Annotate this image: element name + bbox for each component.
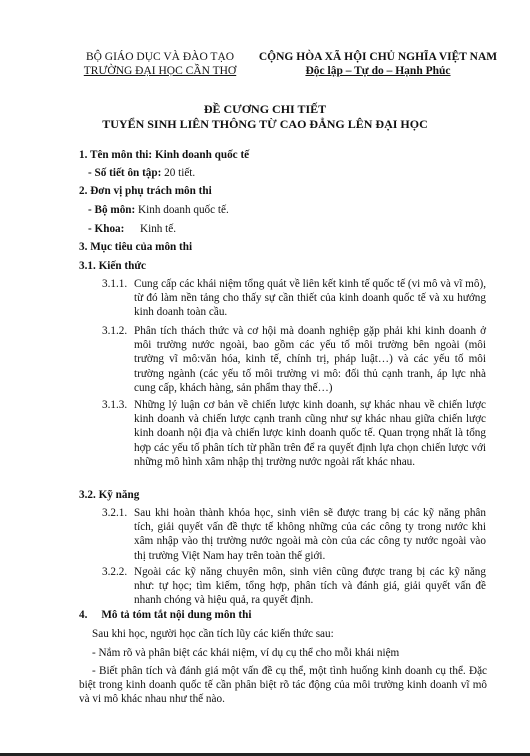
header-right [248, 50, 508, 78]
section3-2-heading: 3.2. Kỹ năng [79, 489, 140, 501]
section3-1-heading: 3.1. Kiến thức [79, 260, 146, 272]
item-3-1-2-number: 3.1.2. [102, 325, 128, 337]
item-3-1-2-text: Phân tích thách thức và cơ hội mà doanh nghiệp gặp phải khi kinh doanh ở môi trường nước ngoài, bao gồm các yếu tố môi trường bên ngoài (môi trường vĩ mô:văn hóa, kinh tế, chính trị, pháp luật…) và các yếu tố môi trường ngành (các yếu tố môi trường vi mô: đối thủ cạnh tranh, áp lực nhà cung cấp, khách hàng, sản phẩm thay thế…) [134, 325, 486, 394]
dept-line: - Bộ môn: Kinh doanh quốc tế. [88, 204, 229, 216]
republic-name: CỘNG HÒA XÃ HỘI CHỦ NGHĨA VIỆT NAM [258, 51, 498, 63]
doc-title-line1: ĐỀ CƯƠNG CHI TIẾT [203, 102, 327, 116]
item-3-1-1-number: 3.1.1. [102, 278, 128, 290]
ministry-name: BỘ GIÁO DỤC VÀ ĐÀO TẠO [85, 51, 235, 63]
university-name: TRƯỜNG ĐẠI HỌC CẦN THƠ [83, 65, 237, 77]
item-3-2-2-text: Ngoài các kỹ năng chuyên môn, sinh viên cũng được trang bị các kỹ năng như: tự học; tìm kiếm, tổng hợp, phân tích và đánh giá, giải quyết vấn đề nhanh chóng và hiệu quả, ra quyết định. [134, 566, 486, 607]
section4-heading: 4. Mô tả tóm tắt nội dung môn thi [79, 609, 252, 621]
section3-heading: 3. Mục tiêu của môn thi [79, 241, 193, 253]
section4-intro: Sau khi học, người học cần tích lũy các kiến thức sau: [92, 628, 334, 640]
item-3-2-2-number: 3.2.2. [102, 566, 128, 578]
section2-heading: 2. Đơn vị phụ trách môn thi [79, 185, 212, 197]
section4-bullet1: - Nắm rõ và phân biệt các khái niệm, ví dụ cụ thể cho mỗi khái niệm [92, 647, 400, 659]
item-3-2-1-text: Sau khi hoàn thành khóa học, sinh viên sẽ được trang bị các kỹ năng phân tích, giải quyết vấn đề thực tế không những của các công ty trong nước khi xâm nhập vào thị trường nước ngoài mà còn của các công ty nước ngoài vào thị trường Việt Nam hay trên toàn thế giới. [134, 507, 486, 562]
header-left [72, 50, 248, 78]
item-3-1-1-text: Cung cấp các khái niệm tổng quát về liên kết kinh tế quốc tế (vi mô và vĩ mô), từ đó làm nền tảng cho thấy sự cần thiết của kinh doanh quốc tế và xu hướng kinh doanh toàn cầu. [134, 278, 486, 319]
item-3-1-3-number: 3.1.3. [102, 399, 128, 411]
section1-heading: 1. Tên môn thi: Kinh doanh quốc tế [79, 149, 250, 161]
national-motto: Độc lập – Tự do – Hạnh Phúc [305, 65, 451, 77]
doc-title-line2: TUYỂN SINH LIÊN THÔNG TỪ CAO ĐẲNG LÊN ĐẠI HỌC [102, 117, 428, 131]
hours-line: - Số tiết ôn tập: 20 tiết. [88, 167, 196, 179]
item-3-1-3-text: Những lý luận cơ bản về chiến lược kinh doanh, sự khác nhau về chiến lược kinh doanh và chiến lược cạnh tranh cũng như sự khác nhau giữa chiến lược kinh doanh nội địa và chiến lược kinh doanh quốc tế. Quan trọng nhất là tổng hợp các yếu tố phân tích từ phần trên để ra quyết định lựa chọn chiến lược với những mô hình xâm nhập thị trường nước ngoài rất khác nhau. [134, 399, 486, 468]
section4-bullet2: - Biết phân tích và đánh giá một vấn đề cụ thể, một tình huống kinh doanh cụ thể. Đặc biệt trong kinh doanh quốc tế cần phân biệt rõ tác động của môi trường kinh doanh vĩ mô và vi mô khác nhau như thế nào. [79, 665, 487, 706]
item-3-2-1-number: 3.2.1. [102, 507, 128, 519]
faculty-line: - Khoa: Kinh tế. [88, 223, 177, 235]
